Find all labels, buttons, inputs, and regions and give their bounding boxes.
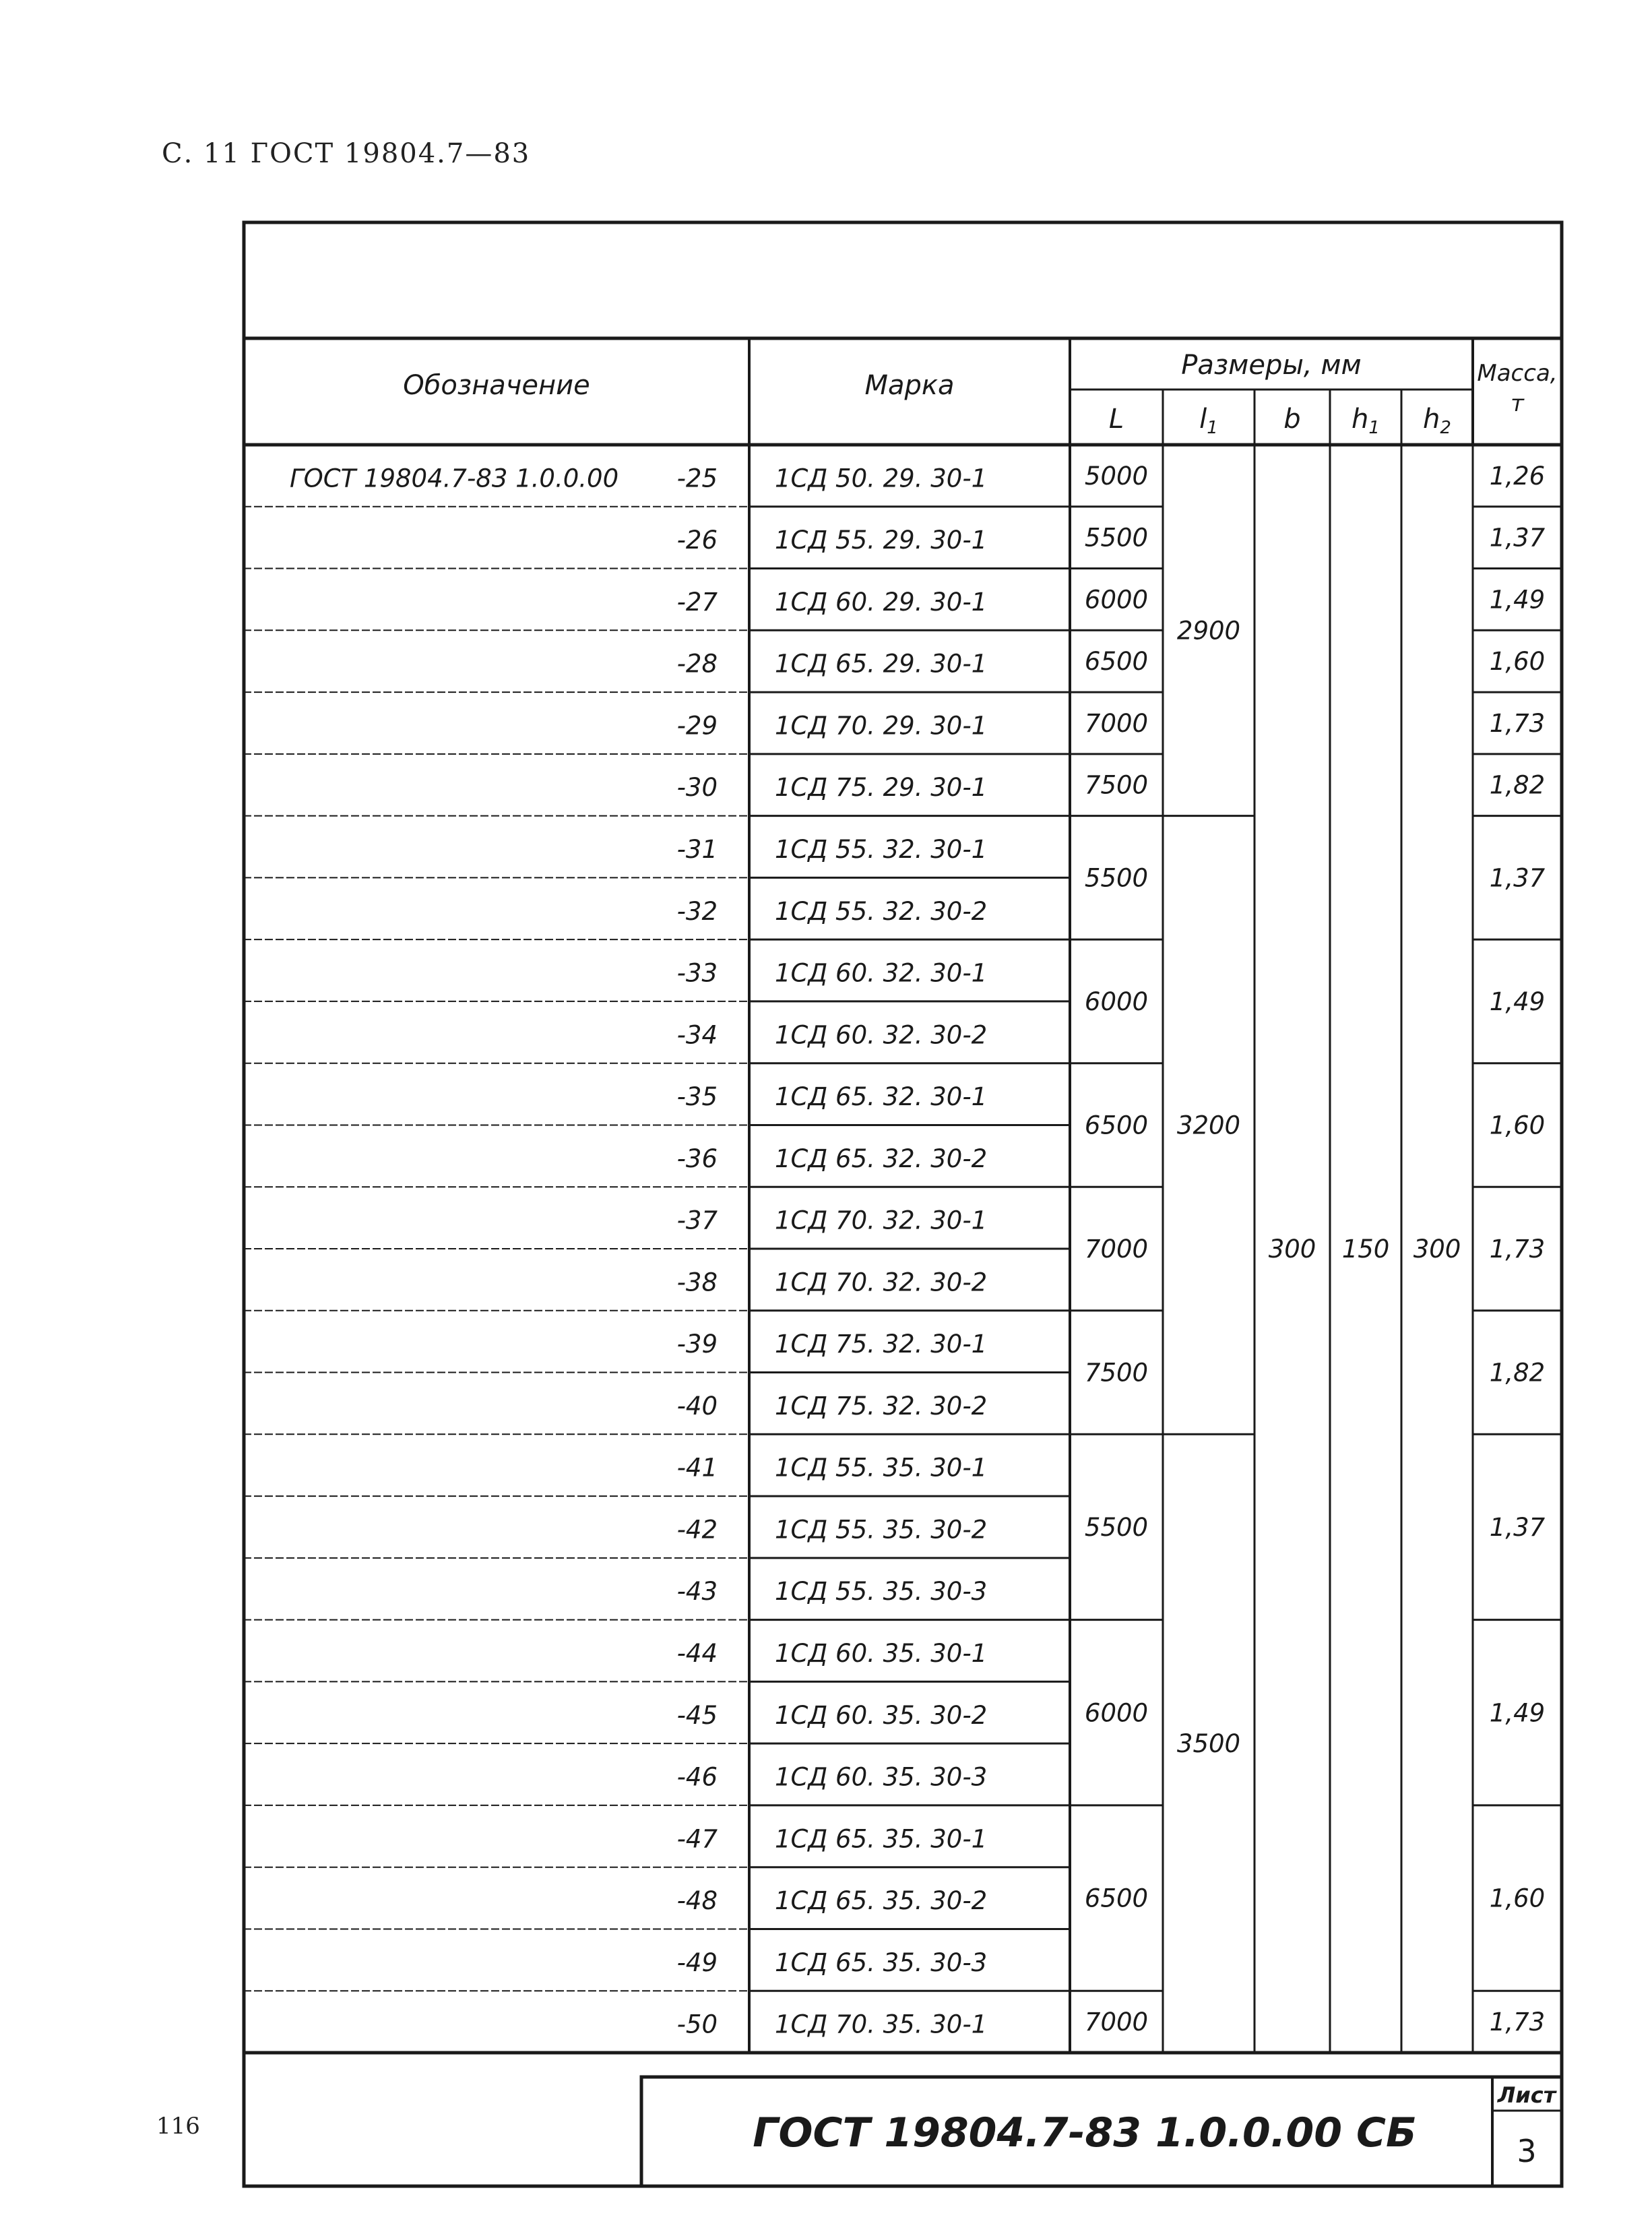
document-code: ГОСТ 19804.7-83 1.0.0.00 СБ xyxy=(753,2109,1417,2156)
mark-cell: 1СД 60. 35. 30-1 xyxy=(775,1639,988,1669)
mass-value: 1,49 xyxy=(1489,1698,1546,1728)
table-cells xyxy=(290,462,1546,2039)
mass-value: 1,73 xyxy=(1489,2008,1546,2037)
mass-value: 1,26 xyxy=(1489,461,1546,491)
mass-value: 1,60 xyxy=(1489,1884,1546,1913)
designation-number: -48 xyxy=(676,1886,718,1916)
mark-cell: 1СД 55. 32. 30-2 xyxy=(775,896,988,926)
mark-cell: 1СД 65. 35. 30-3 xyxy=(775,1948,988,1977)
sheet-label: Лист xyxy=(1497,2082,1556,2108)
mark-cell: 1СД 55. 35. 30-1 xyxy=(775,1453,988,1483)
L-value: 5500 xyxy=(1084,1512,1149,1542)
designation-number: -39 xyxy=(676,1330,718,1359)
mark-cell: 1СД 75. 32. 30-2 xyxy=(775,1391,988,1421)
mark-cell: 1СД 70. 32. 30-2 xyxy=(775,1268,988,1297)
designation-number: -44 xyxy=(676,1639,718,1669)
mark-cell: 1СД 70. 32. 30-1 xyxy=(775,1206,988,1235)
L-value: 6000 xyxy=(1084,585,1149,615)
designation-number: -45 xyxy=(676,1700,718,1730)
col-designation-header: Обозначение xyxy=(403,370,590,401)
designation-number: -47 xyxy=(676,1824,718,1854)
col-mass-header-line1: Масса, xyxy=(1477,360,1558,387)
mark-cell: 1СД 65. 32. 30-1 xyxy=(775,1082,988,1112)
l1-value: 2900 xyxy=(1176,616,1241,646)
designation-number: -46 xyxy=(676,1762,718,1792)
mark-cell: 1СД 55. 32. 30-1 xyxy=(775,835,988,865)
L-value: 6500 xyxy=(1084,1884,1149,1913)
designation-number: -29 xyxy=(676,711,718,741)
designation-number: -38 xyxy=(676,1268,718,1297)
sheet-number: 3 xyxy=(1517,2133,1537,2169)
col-b-header: b xyxy=(1283,404,1301,435)
mark-cell: 1СД 60. 35. 30-3 xyxy=(775,1762,988,1792)
mass-value: 1,49 xyxy=(1489,585,1546,615)
mark-cell: 1СД 65. 29. 30-1 xyxy=(775,649,988,679)
L-value: 6500 xyxy=(1084,647,1149,677)
col-l1-header: $l_1$ xyxy=(1199,404,1218,438)
page-header: С. 11 ГОСТ 19804.7—83 xyxy=(162,138,531,169)
mark-cell: 1СД 60. 35. 30-2 xyxy=(775,1700,988,1730)
L-value: 7500 xyxy=(1084,770,1149,800)
l1-value: 3500 xyxy=(1176,1729,1241,1759)
mark-cell: 1СД 75. 29. 30-1 xyxy=(775,773,988,803)
mark-cell: 1СД 70. 29. 30-1 xyxy=(775,711,988,741)
designation-number: -30 xyxy=(676,773,718,803)
designation-number: -26 xyxy=(676,526,718,555)
mass-value: 1,49 xyxy=(1489,987,1546,1016)
designation-number: -50 xyxy=(676,2010,718,2039)
mark-cell: 1СД 70. 35. 30-1 xyxy=(775,2010,988,2039)
mark-cell: 1СД 60. 32. 30-1 xyxy=(775,958,988,988)
L-value: 7000 xyxy=(1084,708,1149,738)
designation-number: -34 xyxy=(676,1020,718,1050)
mass-value: 1,37 xyxy=(1489,863,1546,893)
col-mass-header-line2: т xyxy=(1511,390,1524,417)
designation-number: -42 xyxy=(676,1515,718,1545)
designation-number: -31 xyxy=(676,835,718,865)
designation-number: -37 xyxy=(676,1206,718,1235)
mark-cell: 1СД 55. 35. 30-2 xyxy=(775,1515,988,1545)
h1-value: 150 xyxy=(1341,1235,1390,1264)
L-value: 7000 xyxy=(1084,2008,1149,2037)
designation-number: -36 xyxy=(676,1144,718,1173)
col-dimensions-header: Размеры, мм xyxy=(1181,350,1362,381)
mass-value: 1,82 xyxy=(1489,1358,1546,1388)
mass-value: 1,73 xyxy=(1489,708,1546,738)
mass-value: 1,82 xyxy=(1489,770,1546,800)
mass-value: 1,37 xyxy=(1489,523,1546,553)
mass-value: 1,37 xyxy=(1489,1512,1546,1542)
mark-cell: 1СД 50. 29. 30-1 xyxy=(775,464,988,493)
L-value: 7000 xyxy=(1084,1235,1149,1264)
mark-cell: 1СД 55. 35. 30-3 xyxy=(775,1577,988,1607)
col-L-header: L xyxy=(1108,404,1124,435)
designation-number: -43 xyxy=(676,1577,718,1607)
designation-number: -49 xyxy=(676,1948,718,1977)
col-h2-header: $h_2$ xyxy=(1423,404,1451,438)
col-mark-header: Марка xyxy=(864,370,955,401)
mark-cell: 1СД 75. 32. 30-1 xyxy=(775,1330,988,1359)
L-value: 6500 xyxy=(1084,1111,1149,1140)
designation-number: -35 xyxy=(676,1082,718,1112)
designation-prefix: ГОСТ 19804.7-83 1.0.0.00 xyxy=(290,464,619,493)
designation-number: -25 xyxy=(676,464,718,493)
b-value: 300 xyxy=(1268,1235,1316,1264)
mark-cell: 1СД 55. 29. 30-1 xyxy=(775,526,988,555)
mark-cell: 1СД 65. 32. 30-2 xyxy=(775,1144,988,1173)
L-value: 5000 xyxy=(1084,461,1149,491)
designation-number: -32 xyxy=(676,896,718,926)
mark-cell: 1СД 65. 35. 30-1 xyxy=(775,1824,988,1854)
L-value: 5500 xyxy=(1084,863,1149,893)
mass-value: 1,60 xyxy=(1489,1111,1546,1140)
mass-value: 1,60 xyxy=(1489,647,1546,677)
mark-cell: 1СД 65. 35. 30-2 xyxy=(775,1886,988,1916)
col-h1-header: $h_1$ xyxy=(1352,404,1380,438)
L-value: 6000 xyxy=(1084,987,1149,1016)
L-value: 7500 xyxy=(1084,1358,1149,1388)
designation-number: -28 xyxy=(676,649,718,679)
l1-value: 3200 xyxy=(1176,1111,1241,1140)
mass-value: 1,73 xyxy=(1489,1235,1546,1264)
h2-value: 300 xyxy=(1413,1235,1461,1264)
page-number: 116 xyxy=(156,2113,200,2140)
L-value: 6000 xyxy=(1084,1698,1149,1728)
designation-number: -40 xyxy=(676,1391,718,1421)
L-value: 5500 xyxy=(1084,523,1149,553)
designation-number: -27 xyxy=(676,587,718,617)
designation-number: -41 xyxy=(676,1453,718,1483)
mark-cell: 1СД 60. 29. 30-1 xyxy=(775,587,988,617)
mark-cell: 1СД 60. 32. 30-2 xyxy=(775,1020,988,1050)
designation-number: -33 xyxy=(676,958,718,988)
